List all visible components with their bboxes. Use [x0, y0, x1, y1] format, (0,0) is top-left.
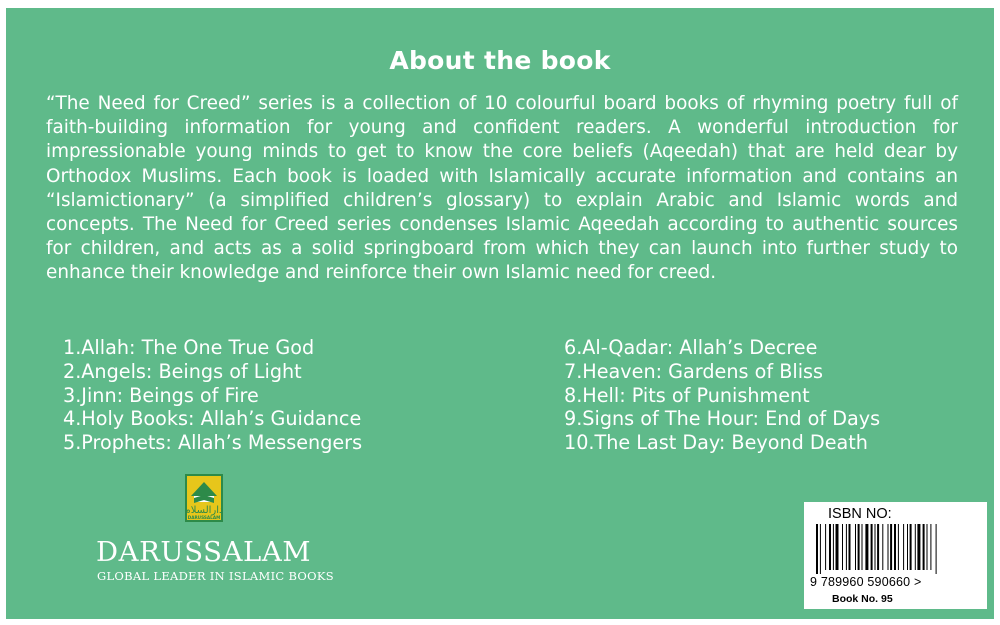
list-item: 4.Holy Books: Allah’s Guidance [63, 407, 362, 431]
list-item: 2.Angels: Beings of Light [63, 359, 302, 383]
back-cover [6, 8, 994, 619]
book-number: Book No. 95 [832, 593, 893, 605]
publisher-tagline: GLOBAL LEADER IN ISLAMIC BOOKS [97, 569, 334, 583]
section-title: About the book [389, 46, 611, 75]
list-item: 1.Allah: The One True God [63, 336, 315, 359]
series-description: “The Need for Creed” series is a collection of 10 colourful board books of rhyming poetry full of faith-building information for young and confident readers. A wonderful introduction for impressionable young minds to get to know the core beliefs (Aqeedah) that are held dear by Orthodox Muslims. Each book is loaded with Islamically accurate information and contains an “Islamictionary” (a simplified children’s glossary) to explain Arabic and Islamic words and concepts. The Need for Creed series condenses Islamic Aqeedah according to authentic sources for children, and acts as a solid springboard from which they can launch into further study to enhance their knowledge and reinforce their own Islamic need for creed. [46, 93, 958, 284]
list-item: 6.Al-Qadar: Allah’s Decree [564, 336, 818, 359]
darussalam-book-logo-icon [185, 474, 223, 522]
barcode [814, 524, 977, 574]
isbn-digits: 9 789960 590660 > [810, 575, 922, 589]
list-item: 7.Heaven: Gardens of Bliss [564, 359, 824, 383]
logo-caption: DARUSSALAM [187, 515, 221, 520]
publisher-name: DARUSSALAM [96, 536, 312, 568]
list-item: 8.Hell: Pits of Punishment [564, 383, 810, 407]
book-list-left [63, 336, 362, 455]
book-list-right [564, 336, 880, 455]
svg-text:دارالسلام: دارالسلام [184, 505, 224, 516]
list-item: 3.Jinn: Beings of Fire [63, 383, 259, 407]
list-item: 10.The Last Day: Beyond Death [564, 431, 868, 455]
isbn-barcode-panel [804, 502, 987, 609]
list-item: 9.Signs of The Hour: End of Days [564, 407, 881, 431]
list-item: 5.Prophets: Allah’s Messengers [63, 431, 363, 455]
isbn-label: ISBN NO: [828, 506, 892, 522]
